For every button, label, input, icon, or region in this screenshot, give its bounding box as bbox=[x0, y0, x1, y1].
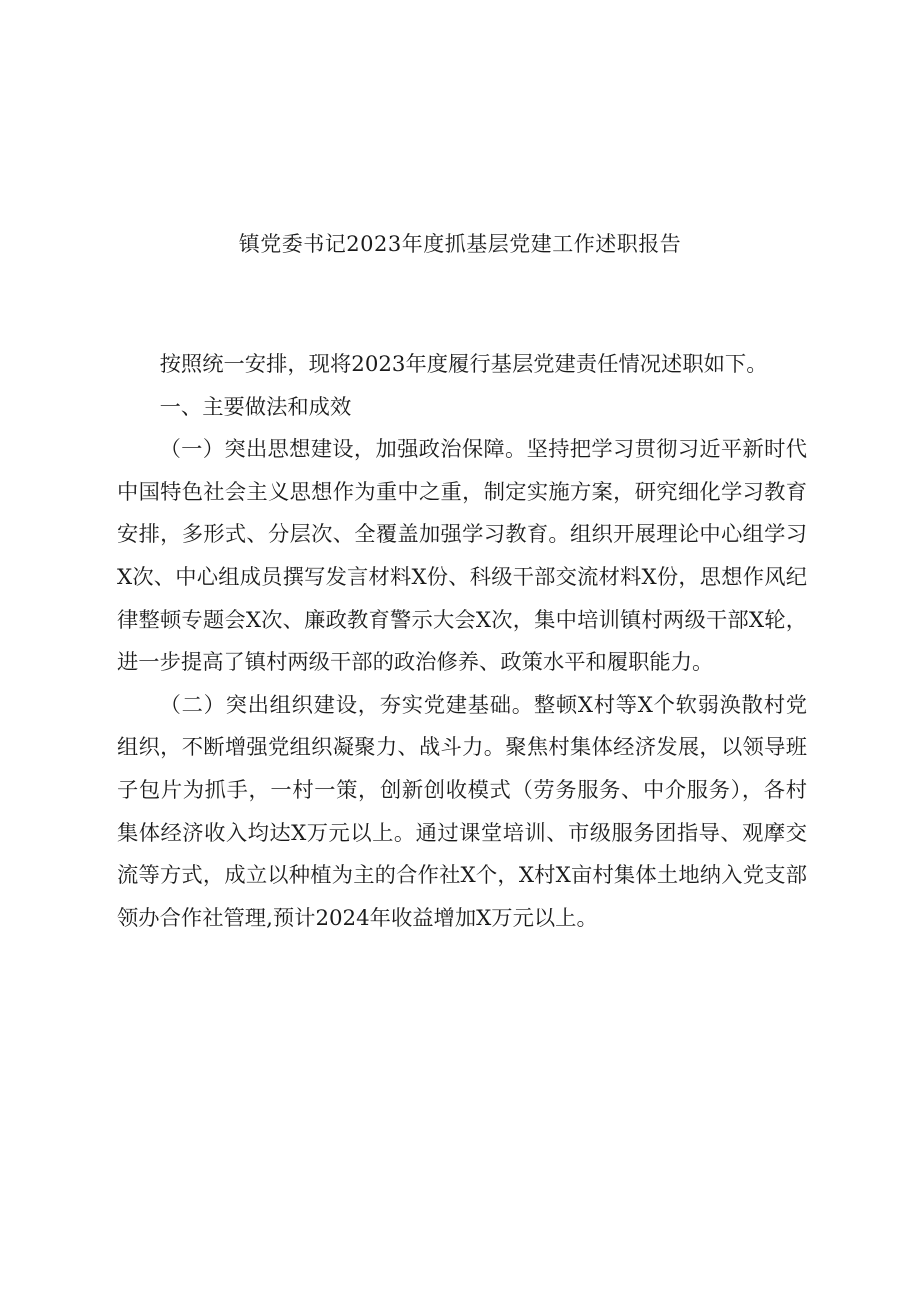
document-body bbox=[117, 344, 807, 940]
paragraph-1: （一）突出思想建设，加强政治保障。坚持把学习贯彻习近平新时代中国特色社会主义思想作为重中之重，制定实施方案，研究细化学习教育安排，多形式、分层次、全覆盖加强学习教育。组织开展理论中心组学习X次、中心组成员撰写发言材料X份、科级干部交流材料X份，思想作风纪律整顿专题会X次、廉政教育警示大会X次，集中培训镇村两级干部X轮，进一步提高了镇村两级干部的政治修养、政策水平和履职能力。 bbox=[117, 437, 807, 676]
document-title: 镇党委书记2023年度抓基层党建工作述职报告 bbox=[238, 232, 682, 256]
section-heading: 一、主要做法和成效 bbox=[159, 394, 352, 420]
intro-paragraph: 按照统一安排，现将2023年度履行基层党建责任情况述职如下。 bbox=[159, 352, 768, 377]
paragraph-2: （二）突出组织建设，夯实党建基础。整顿X村等X个软弱涣散村党组织，不断增强党组织凝聚力、战斗力。聚焦村集体经济发展，以领导班子包片为抓手，一村一策，创新创收模式（劳务服务、中介服务），各村集体经济收入均达X万元以上。通过课堂培训、市级服务团指导、观摩交流等方式，成立以种植为主的合作社X个，X村X亩村集体土地纳入党支部领办合作社管理,预计2024年收益增加X万元以上。 bbox=[117, 692, 807, 931]
